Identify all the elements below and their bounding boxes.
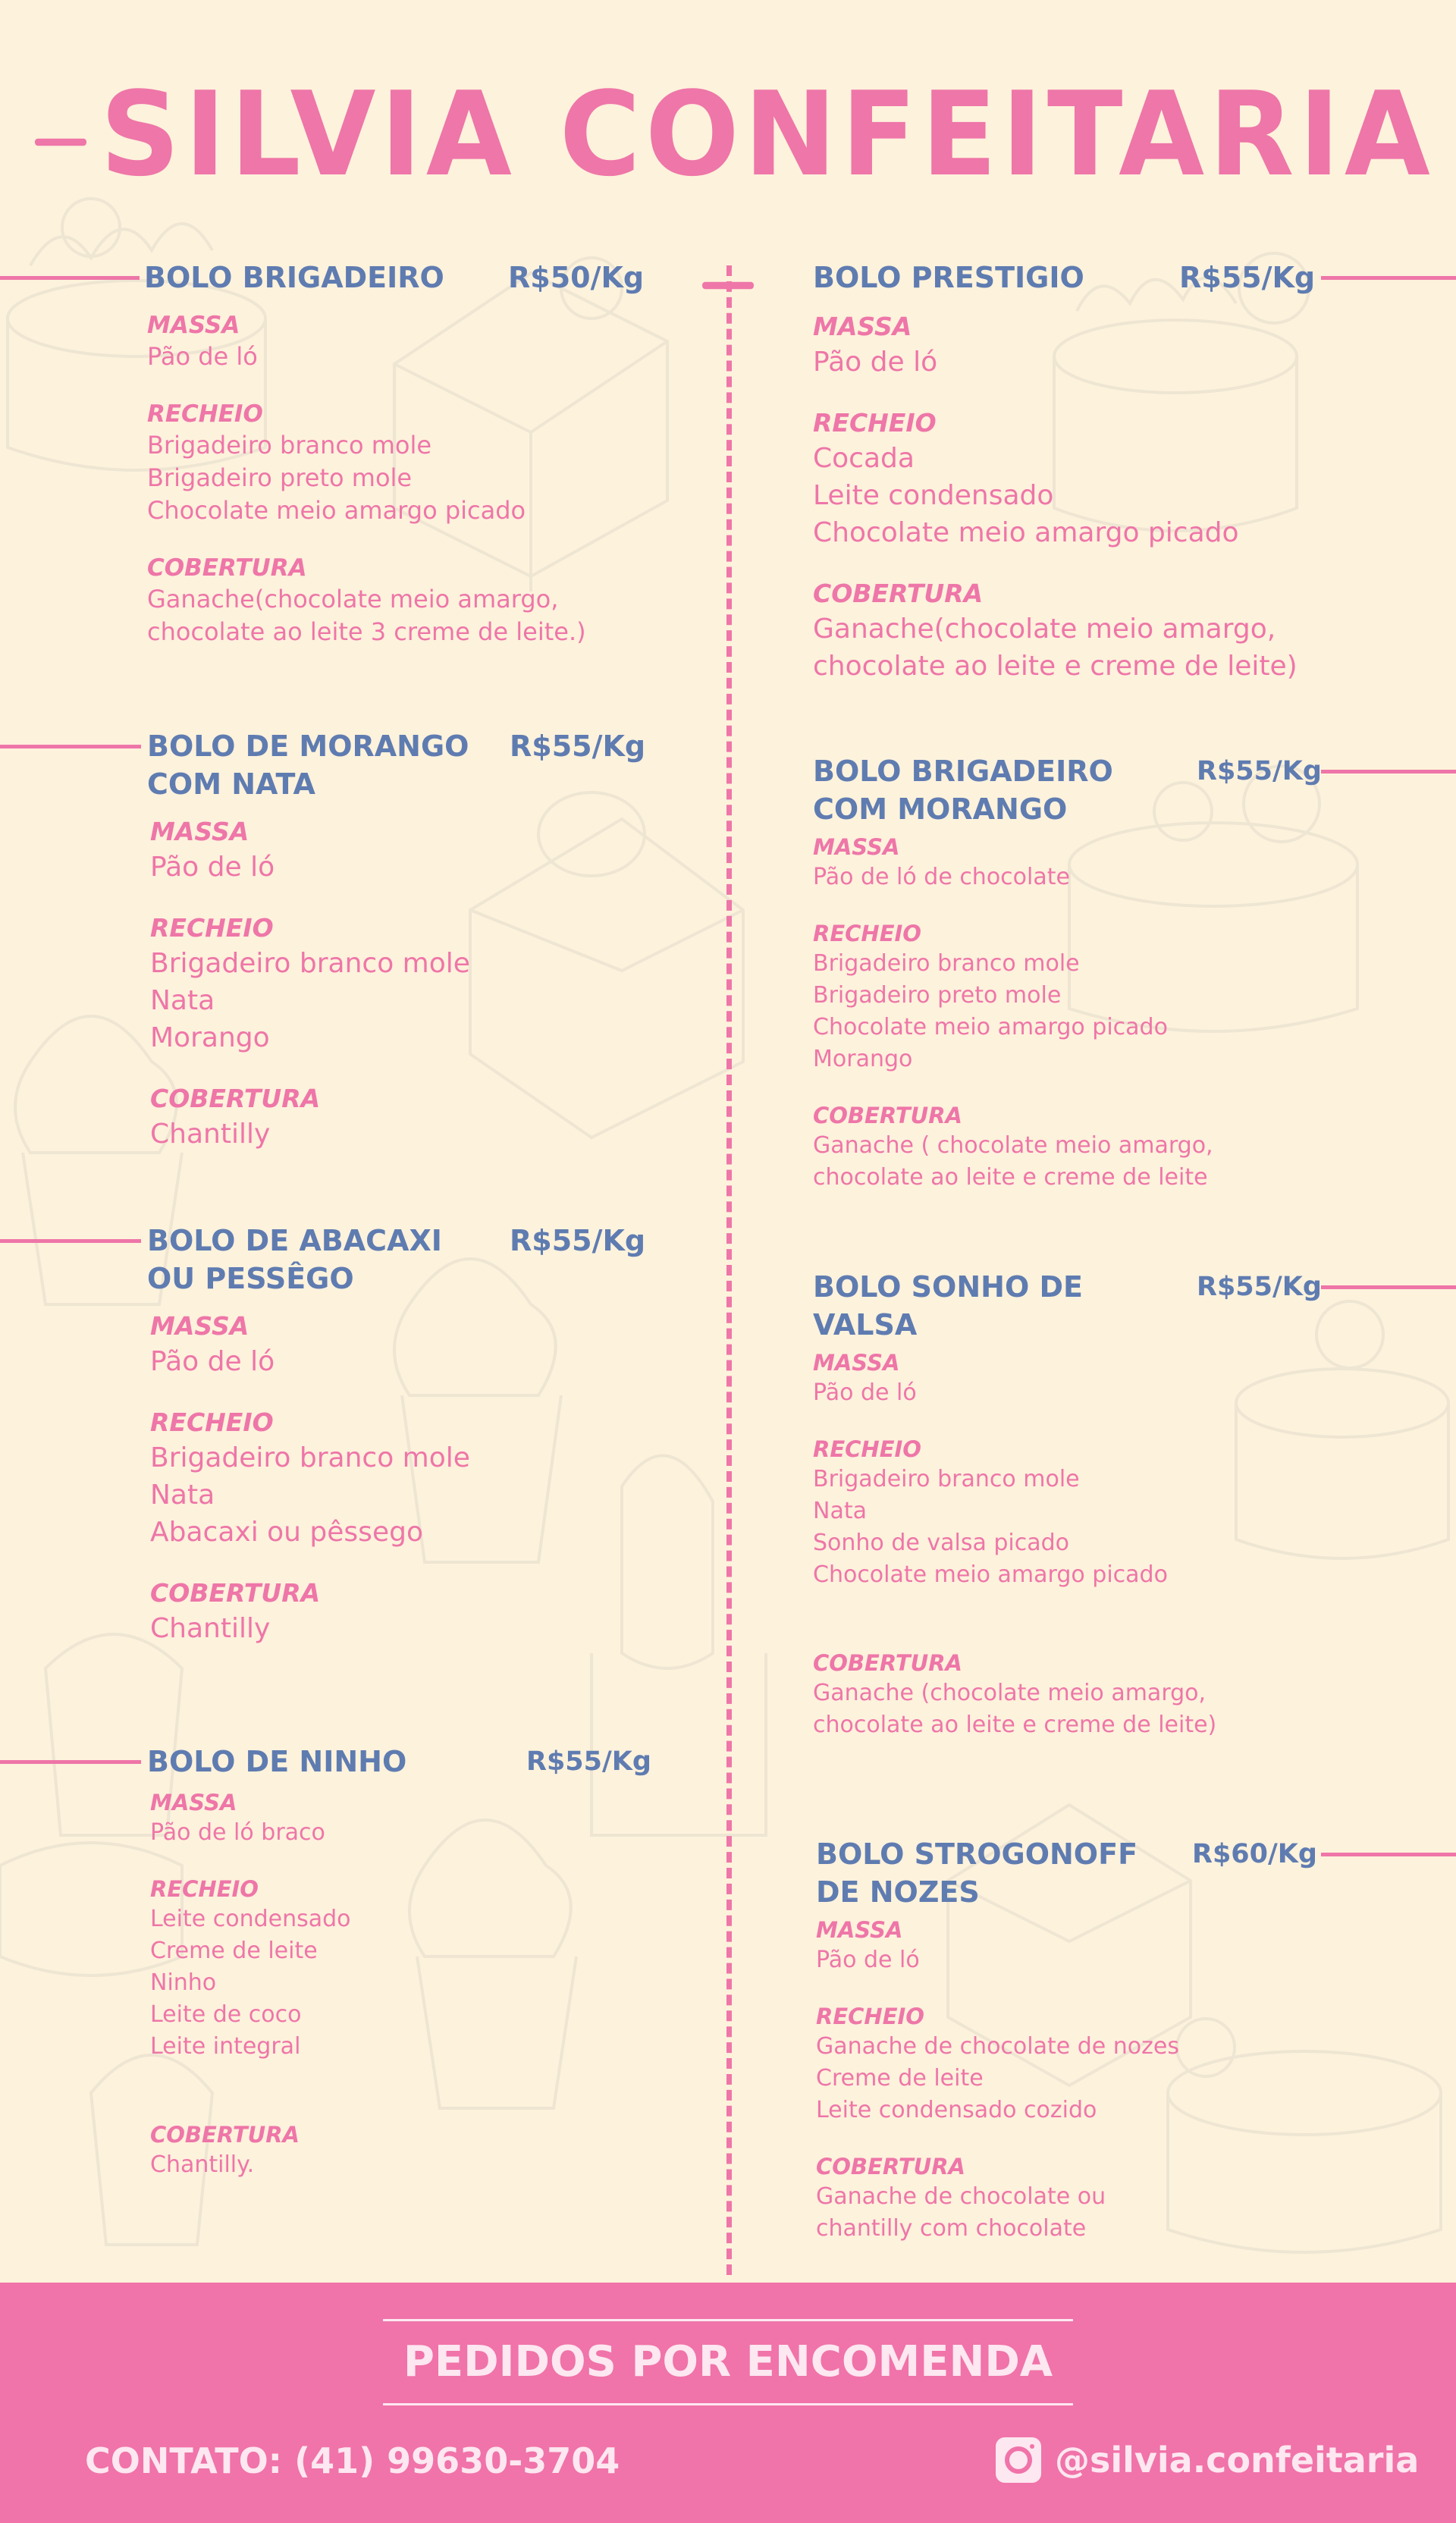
price-rule [0, 1760, 141, 1764]
ingredient: Abacaxi ou pêssego [150, 1517, 423, 1548]
ingredient: chocolate ao leite 3 creme de leite.) [147, 617, 586, 646]
ingredient: Sonho de valsa picado [813, 1530, 1070, 1556]
section-label: RECHEIO [147, 400, 263, 428]
cake-price: R$50/Kg [508, 261, 645, 294]
section-label: MASSA [150, 1790, 237, 1815]
ingredient: chocolate ao leite e creme de leite) [813, 651, 1298, 682]
section-label: COBERTURA [813, 1650, 962, 1676]
cake-name: BOLO DE MORANGO COM NATA [147, 730, 469, 801]
section-label: COBERTURA [150, 2122, 300, 2148]
cake-name: BOLO STROGONOFF DE NOZES [816, 1837, 1138, 1909]
cake-bolo-prestigio [813, 259, 1456, 714]
cake-details [813, 310, 1298, 711]
ingredient: Creme de leite [150, 1938, 318, 1964]
ingredient: Pão de ló [150, 852, 275, 883]
ingredient: chocolate ao leite e creme de leite [813, 1164, 1208, 1191]
cake-price: R$55/Kg [526, 1746, 651, 1777]
ingredient: Brigadeiro branco mole [150, 1442, 470, 1473]
cake-name: BOLO DE ABACAXI OU PESSÊGO [147, 1224, 442, 1295]
price-rule [0, 745, 141, 748]
section-label: RECHEIO [150, 1876, 259, 1902]
section-label: RECHEIO [813, 1436, 921, 1462]
cake-details [813, 833, 1213, 1219]
ingredient: Chantilly. [150, 2151, 255, 2178]
title-text: SILVIA CONFEITARIA [100, 67, 1435, 202]
section-label: MASSA [150, 1311, 249, 1341]
ingredient: Pão de ló braco [150, 1819, 325, 1846]
ingredient: Pão de ló de chocolate [813, 864, 1070, 890]
ingredient: Leite condensado cozido [816, 2097, 1097, 2123]
ingredient: Morango [150, 1022, 270, 1053]
ingredient: Pão de ló [150, 1346, 275, 1377]
ingredient: Ninho [150, 1969, 217, 1996]
ingredient: Chocolate meio amargo picado [813, 1014, 1168, 1040]
ingredient: Pão de ló [816, 1947, 920, 1973]
ingredient: Nata [813, 1498, 867, 1524]
cake-price: R$55/Kg [510, 1224, 646, 1257]
ingredient: Ganache (chocolate meio amargo, [813, 1680, 1207, 1706]
cake-name: BOLO BRIGADEIRO COM MORANGO [813, 755, 1113, 826]
cake-price: R$55/Kg [1197, 756, 1322, 786]
price-rule [1321, 770, 1456, 774]
cake-name: BOLO SONHO DE VALSA [813, 1270, 1083, 1342]
ingredient: Brigadeiro preto mole [147, 463, 413, 492]
ingredient: Cocada [813, 443, 915, 474]
cake-price: R$55/Kg [1179, 261, 1316, 294]
section-label: COBERTURA [816, 2154, 965, 2179]
cake-details [816, 1916, 1179, 2270]
section-label: MASSA [150, 817, 249, 846]
cake-bolo-strogonoff-nozes [816, 1835, 1456, 2275]
ingredient: Ganache(chocolate meio amargo, [813, 613, 1276, 645]
column-divider [726, 265, 732, 2275]
instagram-handle[interactable]: @silvia.confeitaria [1055, 2440, 1420, 2481]
ingredient: Brigadeiro branco mole [147, 431, 432, 460]
ingredient: Ganache de chocolate de nozes [816, 2033, 1179, 2060]
price-rule [0, 276, 140, 280]
ingredient: Brigadeiro branco mole [150, 948, 470, 979]
cake-name: BOLO BRIGADEIRO [144, 261, 444, 294]
price-rule [1321, 276, 1456, 280]
ingredient: Leite de coco [150, 2001, 302, 2028]
section-label: MASSA [813, 834, 900, 860]
ingredient: Chantilly [150, 1613, 271, 1644]
section-label: MASSA [813, 312, 912, 341]
ingredient: Nata [150, 985, 215, 1016]
ingredient: Nata [150, 1480, 215, 1511]
cake-bolo-ninho [147, 1743, 678, 2228]
ingredient: Brigadeiro branco mole [813, 1466, 1080, 1492]
orders-banner: PEDIDOS POR ENCOMENDA [383, 2319, 1073, 2405]
cake-details [150, 1310, 470, 1673]
cake-bolo-abacaxi-pessego [147, 1222, 678, 1669]
ingredient: Ganache de chocolate ou [816, 2183, 1106, 2210]
section-label: RECHEIO [150, 1407, 274, 1437]
cake-name: BOLO DE NINHO [147, 1745, 407, 1778]
cake-details [813, 1348, 1216, 1767]
footer [0, 2283, 1456, 2523]
ingredient: Ganache(chocolate meio amargo, [147, 585, 559, 613]
price-rule [1321, 1853, 1456, 1856]
section-label: COBERTURA [147, 554, 307, 582]
ingredient: Pão de ló [147, 342, 258, 371]
cake-details [147, 310, 586, 674]
cake-price: R$55/Kg [1197, 1272, 1322, 1302]
contact-phone[interactable]: CONTATO: (41) 99630-3704 [85, 2440, 620, 2481]
section-label: COBERTURA [813, 1103, 962, 1128]
cake-bolo-sonho-valsa [813, 1268, 1456, 1768]
cake-details [150, 815, 470, 1178]
section-label: COBERTURA [150, 1578, 321, 1608]
section-label: RECHEIO [813, 408, 937, 438]
cake-price: R$55/Kg [510, 730, 646, 763]
ingredient: Pão de ló [813, 347, 938, 378]
cake-bolo-brigadeiro-morango [813, 752, 1456, 1222]
cake-bolo-morango-nata [147, 727, 678, 1175]
ingredient: Chocolate meio amargo picado [813, 517, 1239, 548]
cake-name: BOLO PRESTIGIO [813, 261, 1084, 294]
title-dash-left [35, 139, 86, 146]
section-label: MASSA [816, 1917, 903, 1943]
section-label: RECHEIO [816, 2004, 924, 2029]
ingredient: Chocolate meio amargo picado [813, 1561, 1168, 1588]
ingredient: Leite integral [150, 2033, 301, 2060]
cake-details [150, 1788, 351, 2207]
ingredient: Brigadeiro branco mole [813, 950, 1080, 977]
cake-price: R$60/Kg [1192, 1839, 1317, 1869]
price-rule [0, 1239, 141, 1243]
ingredient: Ganache ( chocolate meio amargo, [813, 1132, 1213, 1159]
section-label: MASSA [147, 312, 240, 339]
ingredient: Leite condensado [813, 480, 1054, 511]
section-label: RECHEIO [813, 921, 921, 946]
price-rule [1321, 1285, 1456, 1289]
ingredient: Pão de ló [813, 1379, 917, 1406]
section-label: MASSA [813, 1350, 900, 1376]
ingredient: Leite condensado [150, 1906, 351, 1932]
ingredient: Chantilly [150, 1119, 271, 1150]
ingredient: Morango [813, 1046, 913, 1072]
section-label: COBERTURA [150, 1084, 321, 1113]
section-label: COBERTURA [813, 579, 984, 608]
instagram-icon [996, 2437, 1041, 2483]
ingredient: Chocolate meio amargo picado [147, 496, 526, 525]
ingredient: Creme de leite [816, 2065, 984, 2092]
ingredient: chantilly com chocolate [816, 2215, 1087, 2242]
cake-bolo-brigadeiro [144, 259, 675, 683]
ingredient: chocolate ao leite e creme de leite) [813, 1712, 1217, 1738]
section-label: RECHEIO [150, 913, 274, 943]
instagram-link[interactable] [996, 2435, 1419, 2485]
ingredient: Brigadeiro preto mole [813, 982, 1062, 1009]
